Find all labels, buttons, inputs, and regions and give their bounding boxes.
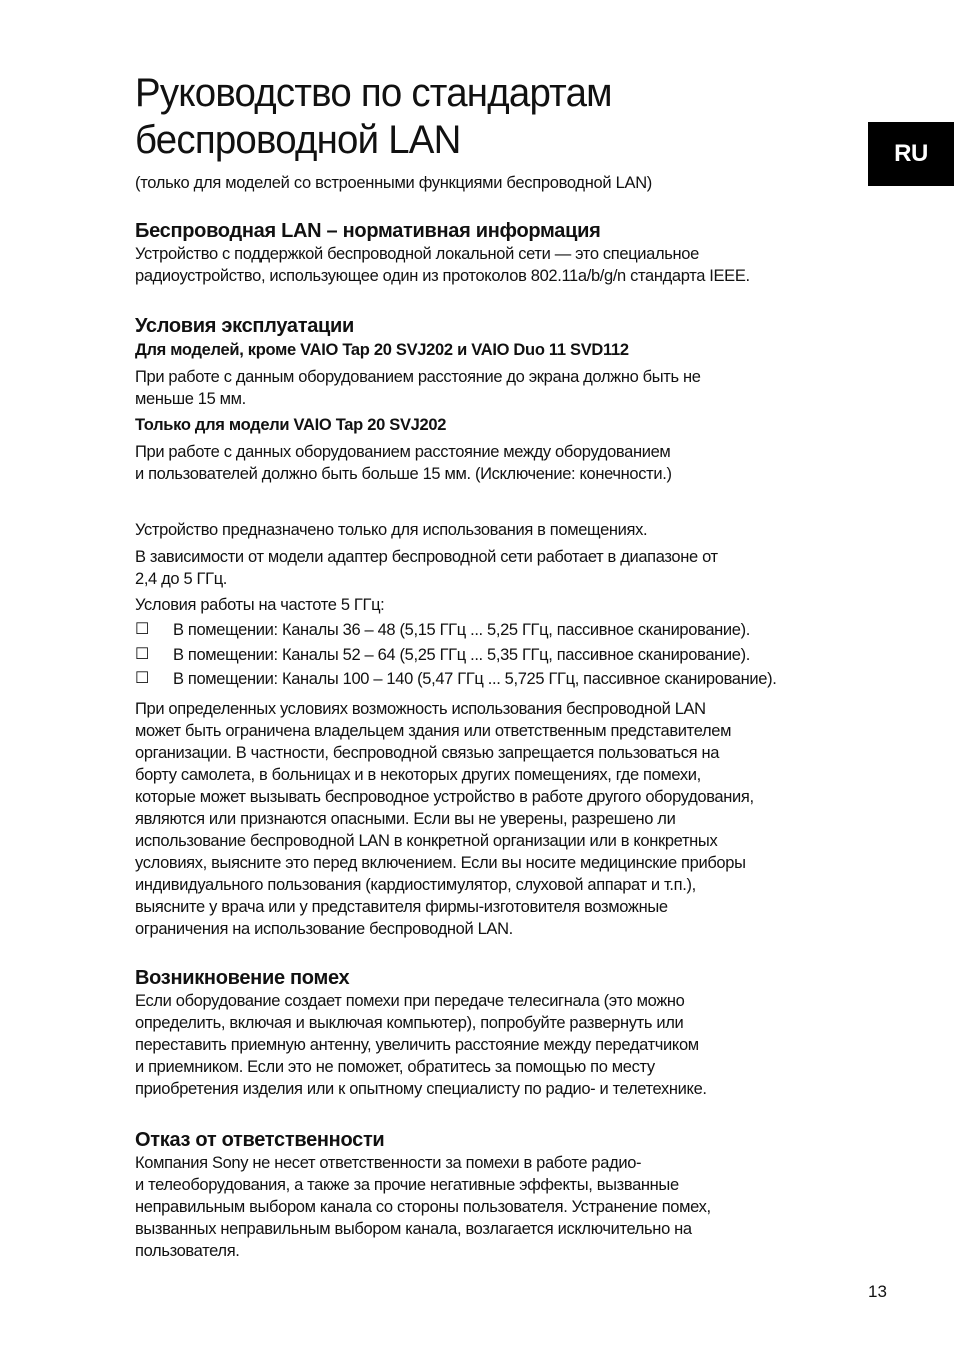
frequency-intro: Условия работы на частоте 5 ГГц: — [135, 596, 385, 614]
body-line: и пользователей должно быть больше 15 мм. (Исключение: конечности.) — [135, 465, 672, 483]
body-line: Устройство с поддержкой беспроводной локальной сети — это специальное — [135, 245, 699, 263]
subsection-heading: Только для модели VAIO Tap 20 SVJ202 — [135, 416, 447, 434]
channel-list — [135, 618, 865, 692]
channel-item: ☐ В помещении: Каналы 52 – 64 (5,25 ГГц ... 5,35 ГГц, пассивное сканирование). — [135, 643, 865, 668]
title-line-2: беспроводной LAN — [135, 118, 461, 162]
body-line: 2,4 до 5 ГГц. — [135, 570, 228, 588]
section-interference: Возникновение помех Если оборудование создает помехи при передаче телесигнала (это можно определить, включая и выключая компьютер), попробуйте развернуть или переставить приемную антенну, увеличить расстояние между передатчиком и приемником. Если это не поможет, обратитесь за помощью по месту приобретения изделия или к опытному специалисту по радио- и телетехнике. — [135, 966, 865, 1100]
title-line-1: Руководство по стандартам — [135, 71, 612, 115]
section-heading: Беспроводная LAN – нормативная информация — [135, 220, 601, 242]
subtitle: (только для моделей со встроенными функциями беспроводной LAN) — [135, 174, 653, 192]
channel-item: ☐ В помещении: Каналы 36 – 48 (5,15 ГГц ... 5,25 ГГц, пассивное сканирование). — [135, 618, 865, 643]
language-tab: RU — [868, 122, 954, 186]
restrictions-paragraph: При определенных условиях возможность использования беспроводной LAN может быть ограничена владельцем здания или ответственным представителем организации. В частности, беспроводной связью запрещается пользоваться на борту самолета, в больницах и в некоторых других помещениях, где помехи, которые может вызывать беспроводное устройство в работе другого оборудования, являются или признаются опасными. Если вы не уверены, разрешено ли использование беспроводной LAN в конкретной организации или в конкретных условиях, выясните это перед включением. Если вы носите медицинские приборы индивидуального пользования (кардиостимулятор, слуховой аппарат и т.п.), выясните у врача или у представителя фирмы-изготовителя возможные ограничения на использование беспроводной LAN. — [135, 700, 754, 938]
section-heading: Отказ от ответственности — [135, 1129, 385, 1151]
subsection-heading: Для моделей, кроме VAIO Tap 20 SVJ202 и VAIO Duo 11 SVD112 — [135, 341, 629, 359]
checkbox-icon: ☐ — [135, 621, 149, 638]
checkbox-icon: ☐ — [135, 670, 149, 687]
body-line: В зависимости от модели адаптер беспроводной сети работает в диапазоне от — [135, 548, 718, 566]
page-title — [135, 70, 612, 164]
channel-item: ☐ В помещении: Каналы 100 – 140 (5,47 ГГц ... 5,725 ГГц, пассивное сканирование). — [135, 667, 865, 692]
body-line: При работе с данным оборудованием расстояние до экрана должно быть не — [135, 368, 701, 386]
body-line: При работе с данных оборудованием расстояние между оборудованием — [135, 443, 671, 461]
body-line: меньше 15 мм. — [135, 390, 246, 408]
page-number: 13 — [868, 1282, 887, 1301]
section-regulatory — [135, 219, 865, 287]
indoor-only-text: Устройство предназначено только для использования в помещениях. — [135, 521, 648, 539]
section-usage — [135, 519, 865, 692]
section-conditions — [135, 314, 865, 485]
section-disclaimer: Отказ от ответственности Компания Sony не несет ответственности за помехи в работе радио- и телеоборудования, а также за прочие негативные эффекты, вызванные неправильным выбором канала со стороны пользователя. Устранение помех, вызванных неправильным выбором канала, возлагается исключительно на пользователя. — [135, 1128, 865, 1262]
checkbox-icon: ☐ — [135, 645, 149, 663]
body-line: радиоустройство, использующее один из протоколов 802.11a/b/g/n стандарта IEEE. — [135, 267, 750, 285]
section-heading: Возникновение помех — [135, 967, 350, 989]
section-heading: Условия эксплуатации — [135, 315, 355, 337]
